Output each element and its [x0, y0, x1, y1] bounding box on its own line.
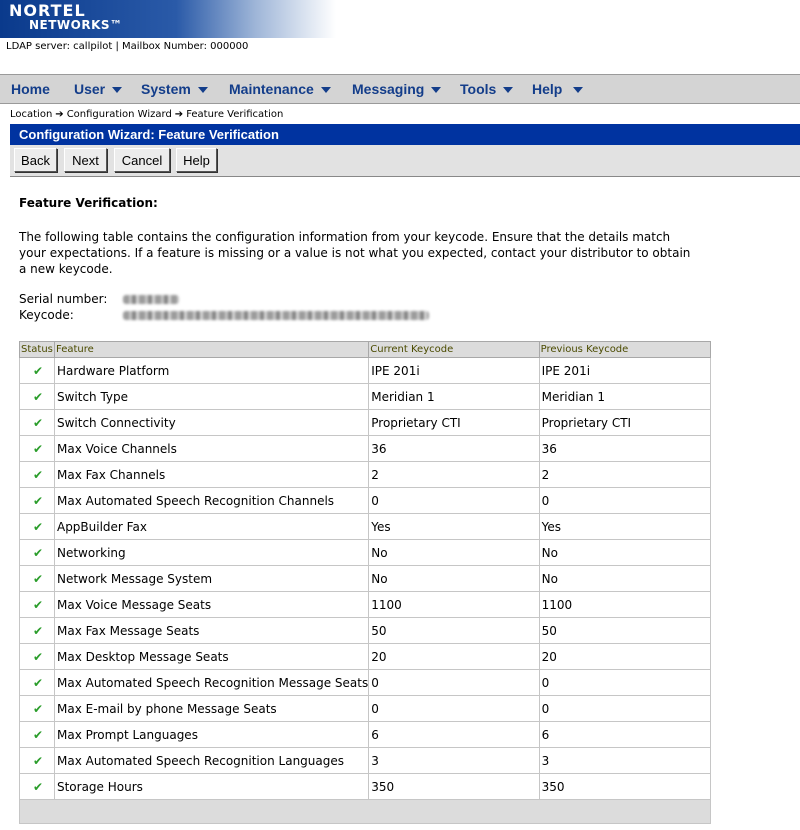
feature-cell: Switch Connectivity: [54, 410, 368, 436]
feature-cell: Max Voice Channels: [54, 436, 368, 462]
feature-cell: Max Desktop Message Seats: [54, 644, 368, 670]
check-icon: ✔: [20, 462, 55, 488]
next-button[interactable]: Next: [64, 148, 107, 172]
current-keycode-cell: Meridian 1: [369, 384, 539, 410]
feature-cell: Max Automated Speech Recognition Message Seats: [54, 670, 368, 696]
feature-cell: Hardware Platform: [54, 358, 368, 384]
keycode-label: Keycode:: [19, 308, 74, 322]
logo-line1: NORTEL: [9, 1, 86, 20]
section-title: Feature Verification:: [19, 196, 158, 210]
table-row: [20, 540, 711, 566]
nav-maintenance[interactable]: [229, 81, 331, 97]
current-keycode-cell: No: [369, 540, 539, 566]
check-icon: ✔: [20, 436, 55, 462]
header-banner: [0, 0, 800, 38]
previous-keycode-cell: IPE 201i: [539, 358, 710, 384]
nav-tools-label: Tools: [460, 81, 497, 97]
chevron-down-icon: [198, 87, 208, 93]
nav-help-label: Help: [532, 81, 563, 97]
arrow-right-icon: ➔: [55, 109, 64, 120]
table-row: [20, 748, 711, 774]
breadcrumb-feature-verification: Feature Verification: [186, 109, 284, 120]
keycode-row: [19, 308, 429, 322]
nav-help[interactable]: [532, 81, 583, 97]
column-header-current-keycode: Current Keycode: [369, 342, 539, 358]
feature-cell: Networking: [54, 540, 368, 566]
current-keycode-cell: 0: [369, 696, 539, 722]
serial-number-label: Serial number:: [19, 292, 108, 306]
column-header-status: Status: [20, 342, 55, 358]
nav-messaging[interactable]: [352, 81, 441, 97]
table-header-row: [20, 342, 711, 358]
previous-keycode-cell: 0: [539, 670, 710, 696]
feature-cell: Max Voice Message Seats: [54, 592, 368, 618]
check-icon: ✔: [20, 540, 55, 566]
column-header-feature: Feature: [54, 342, 368, 358]
current-keycode-cell: 6: [369, 722, 539, 748]
check-icon: ✔: [20, 748, 55, 774]
table-row: [20, 670, 711, 696]
current-keycode-cell: 0: [369, 670, 539, 696]
check-icon: ✔: [20, 696, 55, 722]
check-icon: ✔: [20, 722, 55, 748]
chevron-down-icon: [573, 87, 583, 93]
wizard-button-bar: [10, 145, 800, 177]
page-title: Configuration Wizard: Feature Verification: [10, 124, 800, 145]
serial-number-redacted: [123, 295, 179, 304]
feature-cell: Max E-mail by phone Message Seats: [54, 696, 368, 722]
current-keycode-cell: Proprietary CTI: [369, 410, 539, 436]
previous-keycode-cell: No: [539, 566, 710, 592]
feature-cell: Max Fax Message Seats: [54, 618, 368, 644]
current-keycode-cell: 50: [369, 618, 539, 644]
previous-keycode-cell: No: [539, 540, 710, 566]
nav-home-label: Home: [11, 81, 50, 97]
table-row: [20, 384, 711, 410]
feature-cell: Switch Type: [54, 384, 368, 410]
breadcrumb-location[interactable]: Location: [10, 109, 53, 120]
table-row: [20, 488, 711, 514]
check-icon: ✔: [20, 670, 55, 696]
main-nav: [0, 74, 800, 104]
nav-tools[interactable]: [460, 81, 513, 97]
cancel-button[interactable]: Cancel: [114, 148, 170, 172]
chevron-down-icon: [321, 87, 331, 93]
current-keycode-cell: 0: [369, 488, 539, 514]
check-icon: ✔: [20, 358, 55, 384]
table-row: [20, 514, 711, 540]
table-row: [20, 436, 711, 462]
nav-messaging-label: Messaging: [352, 81, 425, 97]
table-row: [20, 358, 711, 384]
previous-keycode-cell: 1100: [539, 592, 710, 618]
table-row: [20, 618, 711, 644]
arrow-right-icon: ➔: [174, 109, 184, 120]
current-keycode-cell: 350: [369, 774, 539, 800]
table-row: [20, 774, 711, 800]
nav-maintenance-label: Maintenance: [229, 81, 314, 97]
check-icon: ✔: [20, 592, 55, 618]
chevron-down-icon: [431, 87, 441, 93]
current-keycode-cell: 36: [369, 436, 539, 462]
table-row: [20, 410, 711, 436]
current-keycode-cell: Yes: [369, 514, 539, 540]
current-keycode-cell: No: [369, 566, 539, 592]
previous-keycode-cell: 6: [539, 722, 710, 748]
feature-cell: Max Automated Speech Recognition Languages: [54, 748, 368, 774]
previous-keycode-cell: 0: [539, 488, 710, 514]
table-row: [20, 644, 711, 670]
feature-cell: Storage Hours: [54, 774, 368, 800]
nav-system[interactable]: [141, 81, 208, 97]
table-row: [20, 696, 711, 722]
current-keycode-cell: 3: [369, 748, 539, 774]
previous-keycode-cell: Proprietary CTI: [539, 410, 710, 436]
table-row: [20, 566, 711, 592]
nav-user[interactable]: [74, 81, 122, 97]
nav-home[interactable]: [11, 81, 50, 97]
previous-keycode-cell: 3: [539, 748, 710, 774]
back-button[interactable]: Back: [14, 148, 57, 172]
check-icon: ✔: [20, 644, 55, 670]
previous-keycode-cell: Yes: [539, 514, 710, 540]
feature-cell: Max Fax Channels: [54, 462, 368, 488]
table-row: [20, 592, 711, 618]
previous-keycode-cell: 50: [539, 618, 710, 644]
feature-cell: Max Automated Speech Recognition Channels: [54, 488, 368, 514]
previous-keycode-cell: 20: [539, 644, 710, 670]
logo-line2: NETWORKS™: [29, 18, 123, 32]
previous-keycode-cell: 36: [539, 436, 710, 462]
previous-keycode-cell: 2: [539, 462, 710, 488]
breadcrumb-configuration-wizard[interactable]: Configuration Wizard: [66, 109, 172, 120]
current-keycode-cell: 2: [369, 462, 539, 488]
check-icon: ✔: [20, 514, 55, 540]
nortel-logo: [9, 1, 123, 32]
current-keycode-cell: 1100: [369, 592, 539, 618]
current-keycode-cell: 20: [369, 644, 539, 670]
feature-table: [19, 341, 711, 824]
check-icon: ✔: [20, 488, 55, 514]
breadcrumb: [10, 109, 283, 120]
table-row: [20, 462, 711, 488]
check-icon: ✔: [20, 566, 55, 592]
description-text: The following table contains the configuration information from your keycode. Ensure that the details match your expectations. If a feature is missing or a value is not what you expected, contact your distributor to obtain a new keycode.: [19, 230, 691, 276]
feature-cell: AppBuilder Fax: [54, 514, 368, 540]
help-button[interactable]: Help: [176, 148, 217, 172]
nav-user-label: User: [74, 81, 106, 97]
chevron-down-icon: [503, 87, 513, 93]
check-icon: ✔: [20, 384, 55, 410]
previous-keycode-cell: 0: [539, 696, 710, 722]
server-info: LDAP server: callpilot | Mailbox Number: 000000: [6, 41, 249, 52]
check-icon: ✔: [20, 618, 55, 644]
previous-keycode-cell: Meridian 1: [539, 384, 710, 410]
serial-number-row: [19, 292, 179, 306]
keycode-redacted: [123, 311, 429, 320]
current-keycode-cell: IPE 201i: [369, 358, 539, 384]
column-header-previous-keycode: Previous Keycode: [539, 342, 710, 358]
chevron-down-icon: [112, 87, 122, 93]
check-icon: ✔: [20, 774, 55, 800]
feature-cell: Max Prompt Languages: [54, 722, 368, 748]
table-row: [20, 722, 711, 748]
previous-keycode-cell: 350: [539, 774, 710, 800]
nav-system-label: System: [141, 81, 191, 97]
feature-cell: Network Message System: [54, 566, 368, 592]
check-icon: ✔: [20, 410, 55, 436]
table-footer: [19, 800, 711, 824]
